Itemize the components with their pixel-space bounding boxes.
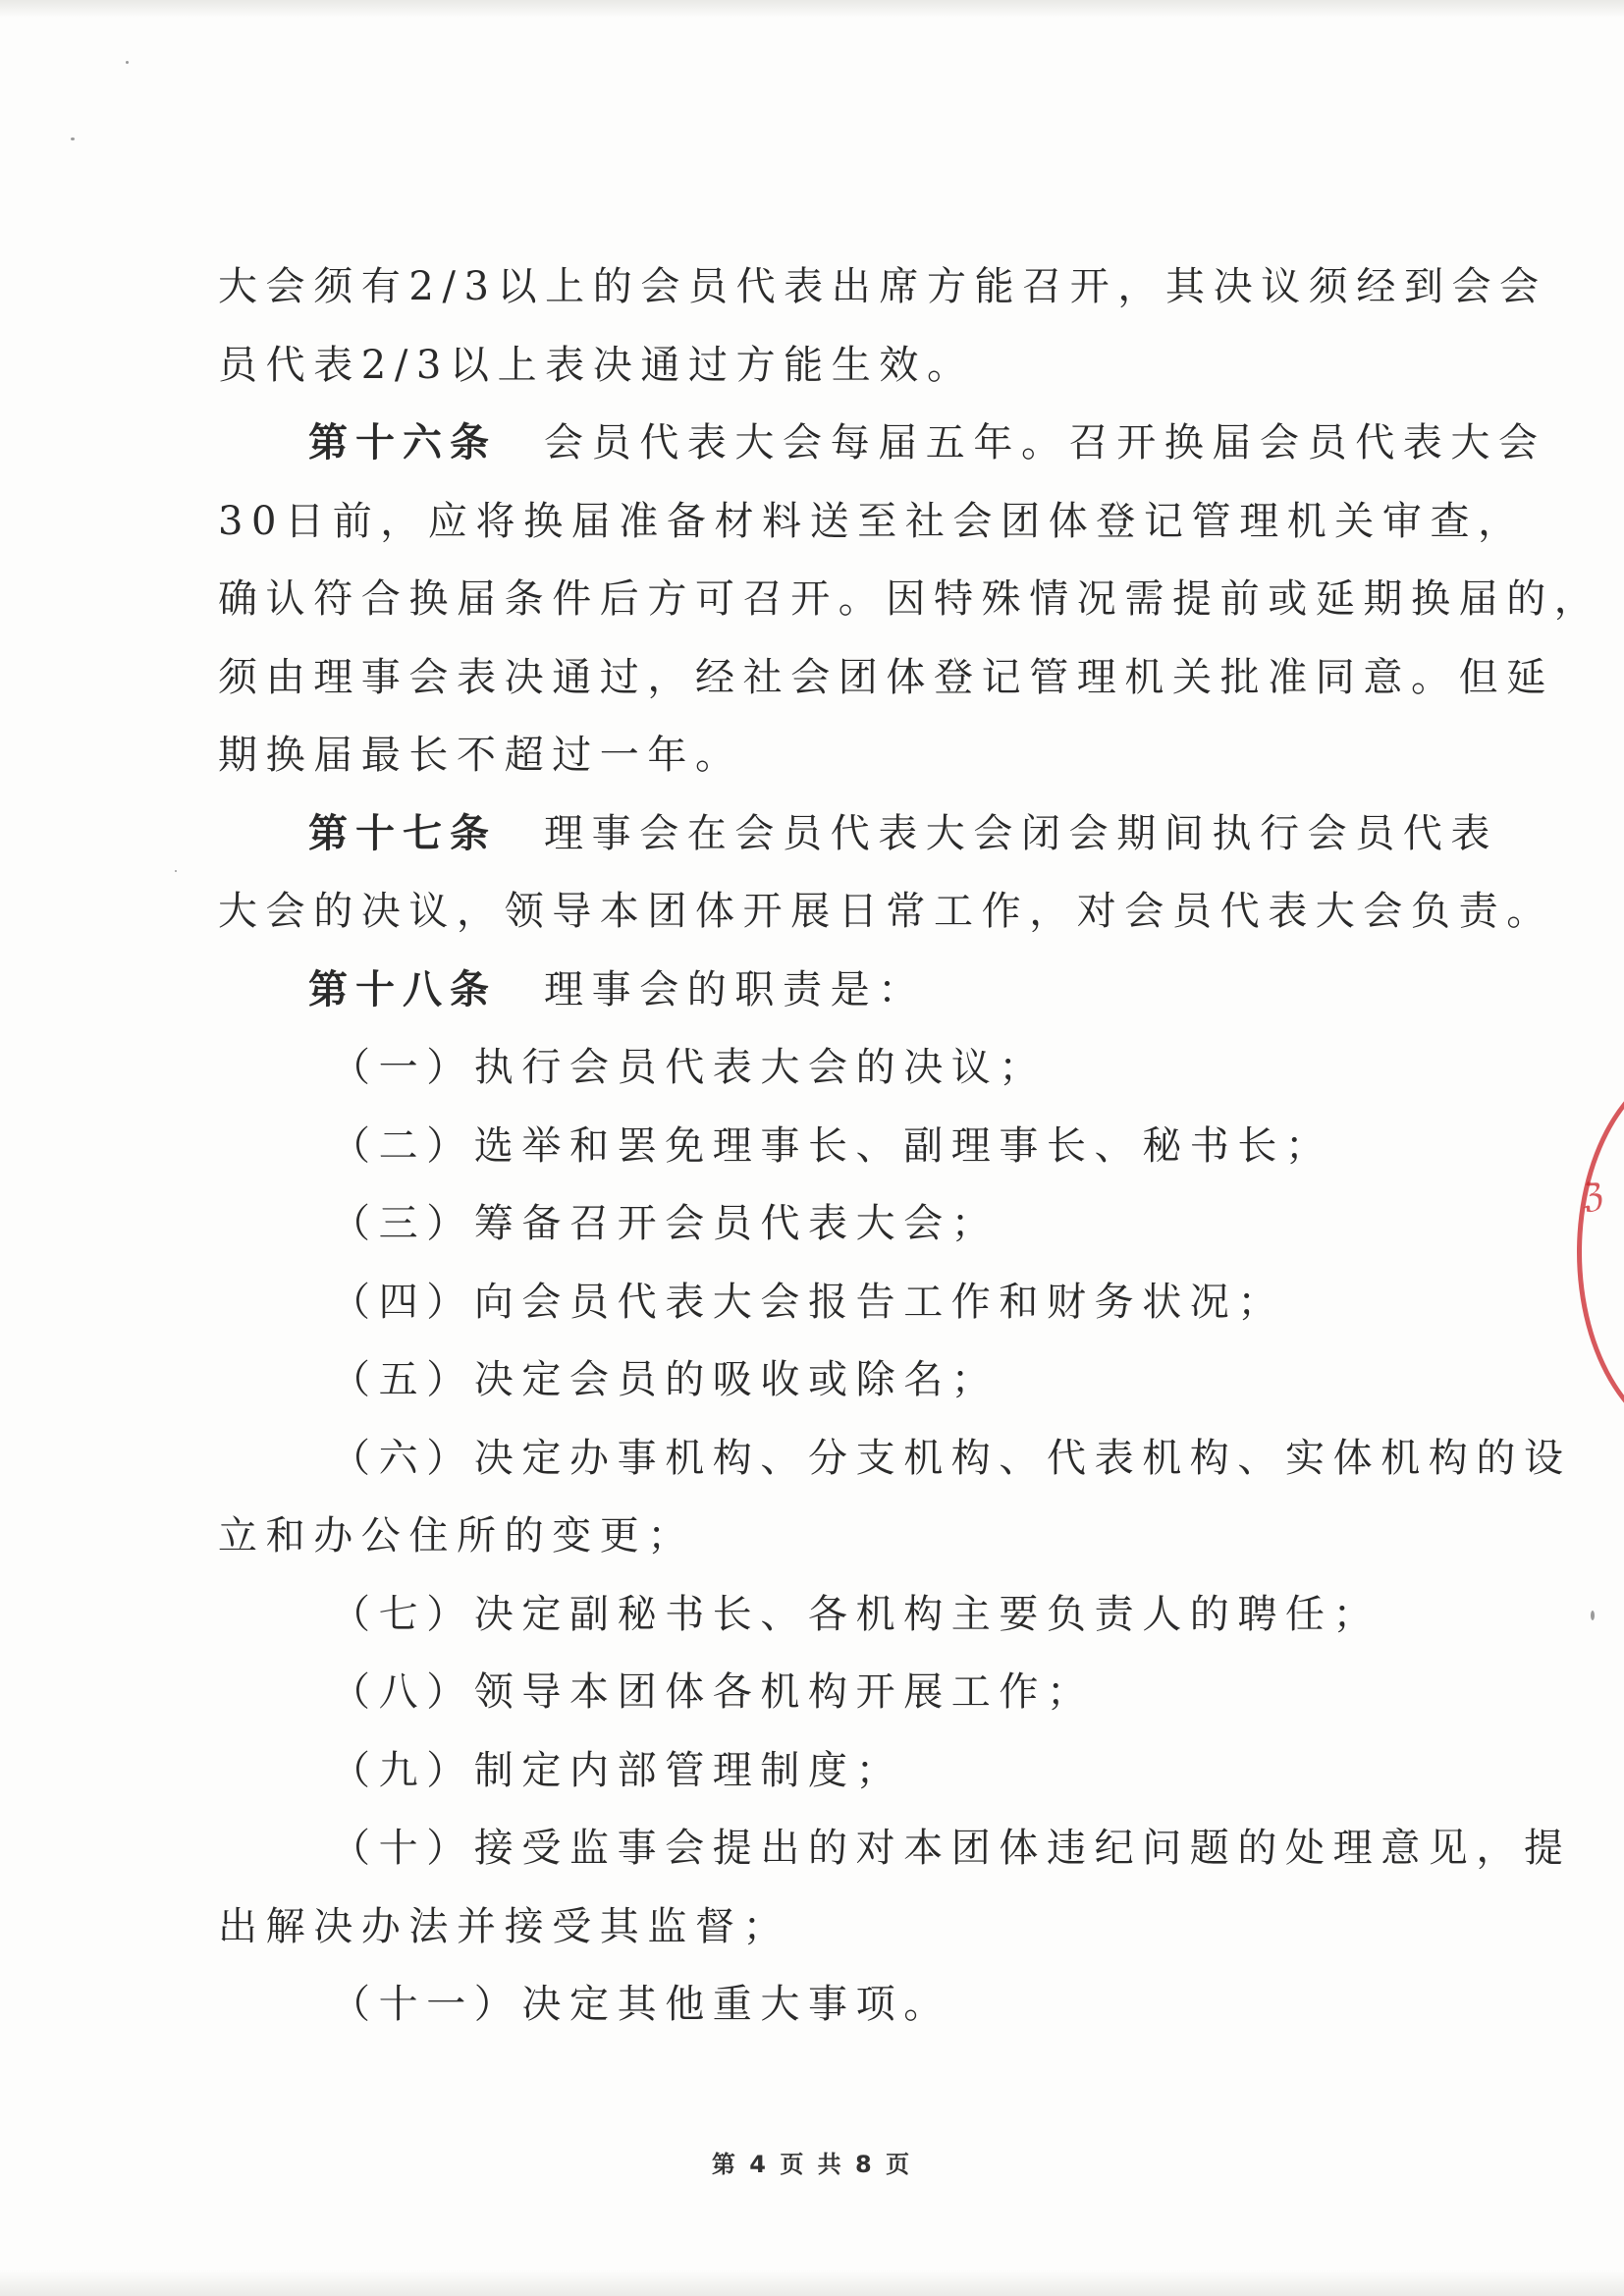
text-line: 确认符合换届条件后方可召开。因特殊情况需提前或延期换届的， — [218, 576, 1602, 622]
list-item: （六）决定办事机构、分支机构、代表机构、实体机构的设 — [331, 1435, 1572, 1481]
article-heading: 第十七条 — [308, 810, 497, 856]
article-text: 理事会在会员代表大会闭会期间执行会员代表 — [544, 810, 1498, 856]
text-line: 员代表2/3以上表决通过方能生效。 — [218, 342, 975, 388]
article-text: 会员代表大会每届五年。召开换届会员代表大会 — [544, 420, 1546, 465]
seal-mark: ℨ — [1583, 1176, 1603, 1216]
list-item: （七）决定副秘书长、各机构主要负责人的聘任； — [331, 1591, 1381, 1637]
article-17-line — [218, 795, 1498, 874]
article-text: 理事会的职责是： — [544, 966, 926, 1012]
scan-speck — [1591, 1611, 1595, 1620]
page-number: 第 4 页 共 8 页 — [711, 2151, 913, 2178]
text-line: 期换届最长不超过一年。 — [218, 733, 743, 778]
seal-arc — [1577, 1061, 1624, 1434]
article-heading: 第十八条 — [308, 966, 497, 1012]
list-item: （四）向会员代表大会报告工作和财务状况； — [331, 1279, 1285, 1325]
document-body — [218, 248, 1602, 2045]
list-item: （五）决定会员的吸收或除名； — [331, 1357, 1000, 1402]
red-seal-fragment — [1575, 1061, 1624, 1434]
scan-speck — [175, 870, 177, 872]
text-line: 30日前，应将换届准备材料送至社会团体登记管理机关审查， — [218, 498, 1526, 544]
list-item: （三）筹备召开会员代表大会； — [331, 1201, 1000, 1246]
list-item: （十）接受监事会提出的对本团体违纪问题的处理意见，提 — [331, 1826, 1572, 1871]
article-16-line — [218, 405, 1546, 483]
list-item: （一）执行会员代表大会的决议； — [331, 1045, 1047, 1090]
text-line: 大会须有2/3以上的会员代表出席方能召开，其决议须经到会会 — [218, 264, 1547, 309]
list-item: （九）制定内部管理制度； — [331, 1747, 904, 1793]
scan-speck — [126, 61, 129, 64]
list-item: （十一）决定其他重大事项。 — [331, 1982, 951, 2027]
text-line: 大会的决议，领导本团体开展日常工作，对会员代表大会负责。 — [218, 889, 1554, 934]
list-item: （二）选举和罢免理事长、副理事长、秘书长； — [331, 1122, 1333, 1169]
scan-edge-bottom — [0, 2270, 1624, 2296]
list-item-continuation: 出解决办法并接受其监督； — [218, 1903, 791, 1949]
scan-edge-top — [0, 0, 1624, 18]
article-18-line — [218, 952, 1426, 1030]
article-heading: 第十六条 — [308, 420, 497, 465]
list-item-continuation: 立和办公住所的变更； — [218, 1513, 695, 1558]
scan-speck — [71, 137, 75, 140]
text-line: 须由理事会表决通过，经社会团体登记管理机关批准同意。但延 — [218, 654, 1554, 700]
list-item: （八）领导本团体各机构开展工作； — [331, 1669, 1095, 1715]
